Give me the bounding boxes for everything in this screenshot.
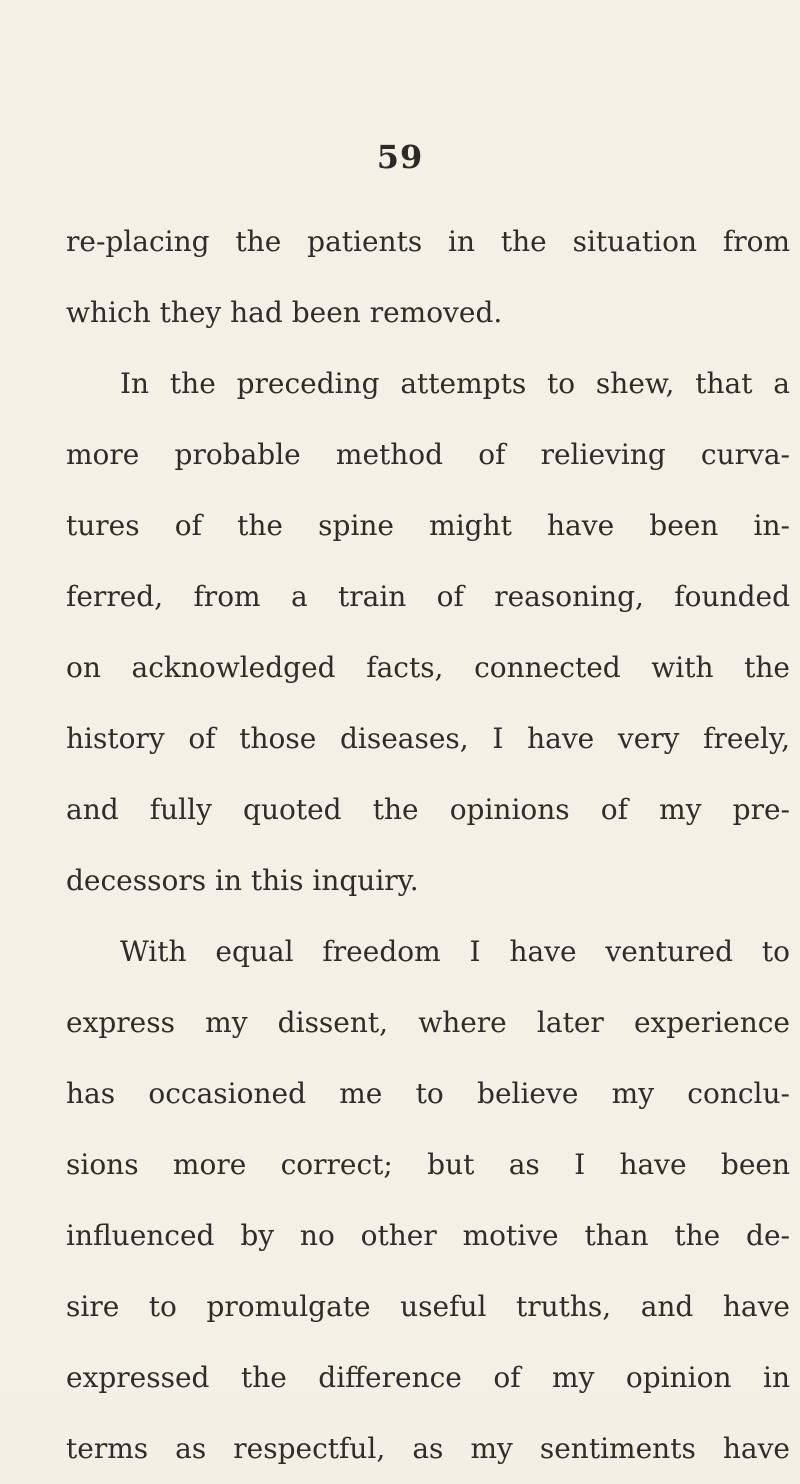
text-line: which they had been removed. (66, 296, 503, 329)
text-line: sions more correct; but as I have been (66, 1148, 790, 1181)
text-line: history of those diseases, I have very freely, (66, 722, 790, 755)
text-line: on acknowledged facts, connected with the (66, 651, 790, 684)
body-text (66, 206, 790, 1484)
text-line: and fully quoted the opinions of my pre- (66, 793, 790, 826)
text-line: With equal freedom I have ventured to (120, 935, 790, 968)
text-line: terms as respectful, as my sentiments have (66, 1432, 790, 1465)
text-line: influenced by no other motive than the de- (66, 1219, 790, 1252)
page-number: 59 (376, 138, 424, 176)
text-line: decessors in this inquiry. (66, 864, 419, 897)
text-line: express my dissent, where later experience (66, 1006, 790, 1039)
text-line: expressed the difference of my opinion in (66, 1361, 790, 1394)
text-line: re-placing the patients in the situation from (66, 225, 790, 258)
text-line: In the preceding attempts to shew, that a (120, 367, 790, 400)
text-line: tures of the spine might have been in- (66, 509, 790, 542)
text-line: has occasioned me to believe my conclu- (66, 1077, 790, 1110)
text-line: more probable method of relieving curva- (66, 438, 790, 471)
text-line: sire to promulgate useful truths, and have (66, 1290, 790, 1323)
text-line: ferred, from a train of reasoning, founded (66, 580, 790, 613)
